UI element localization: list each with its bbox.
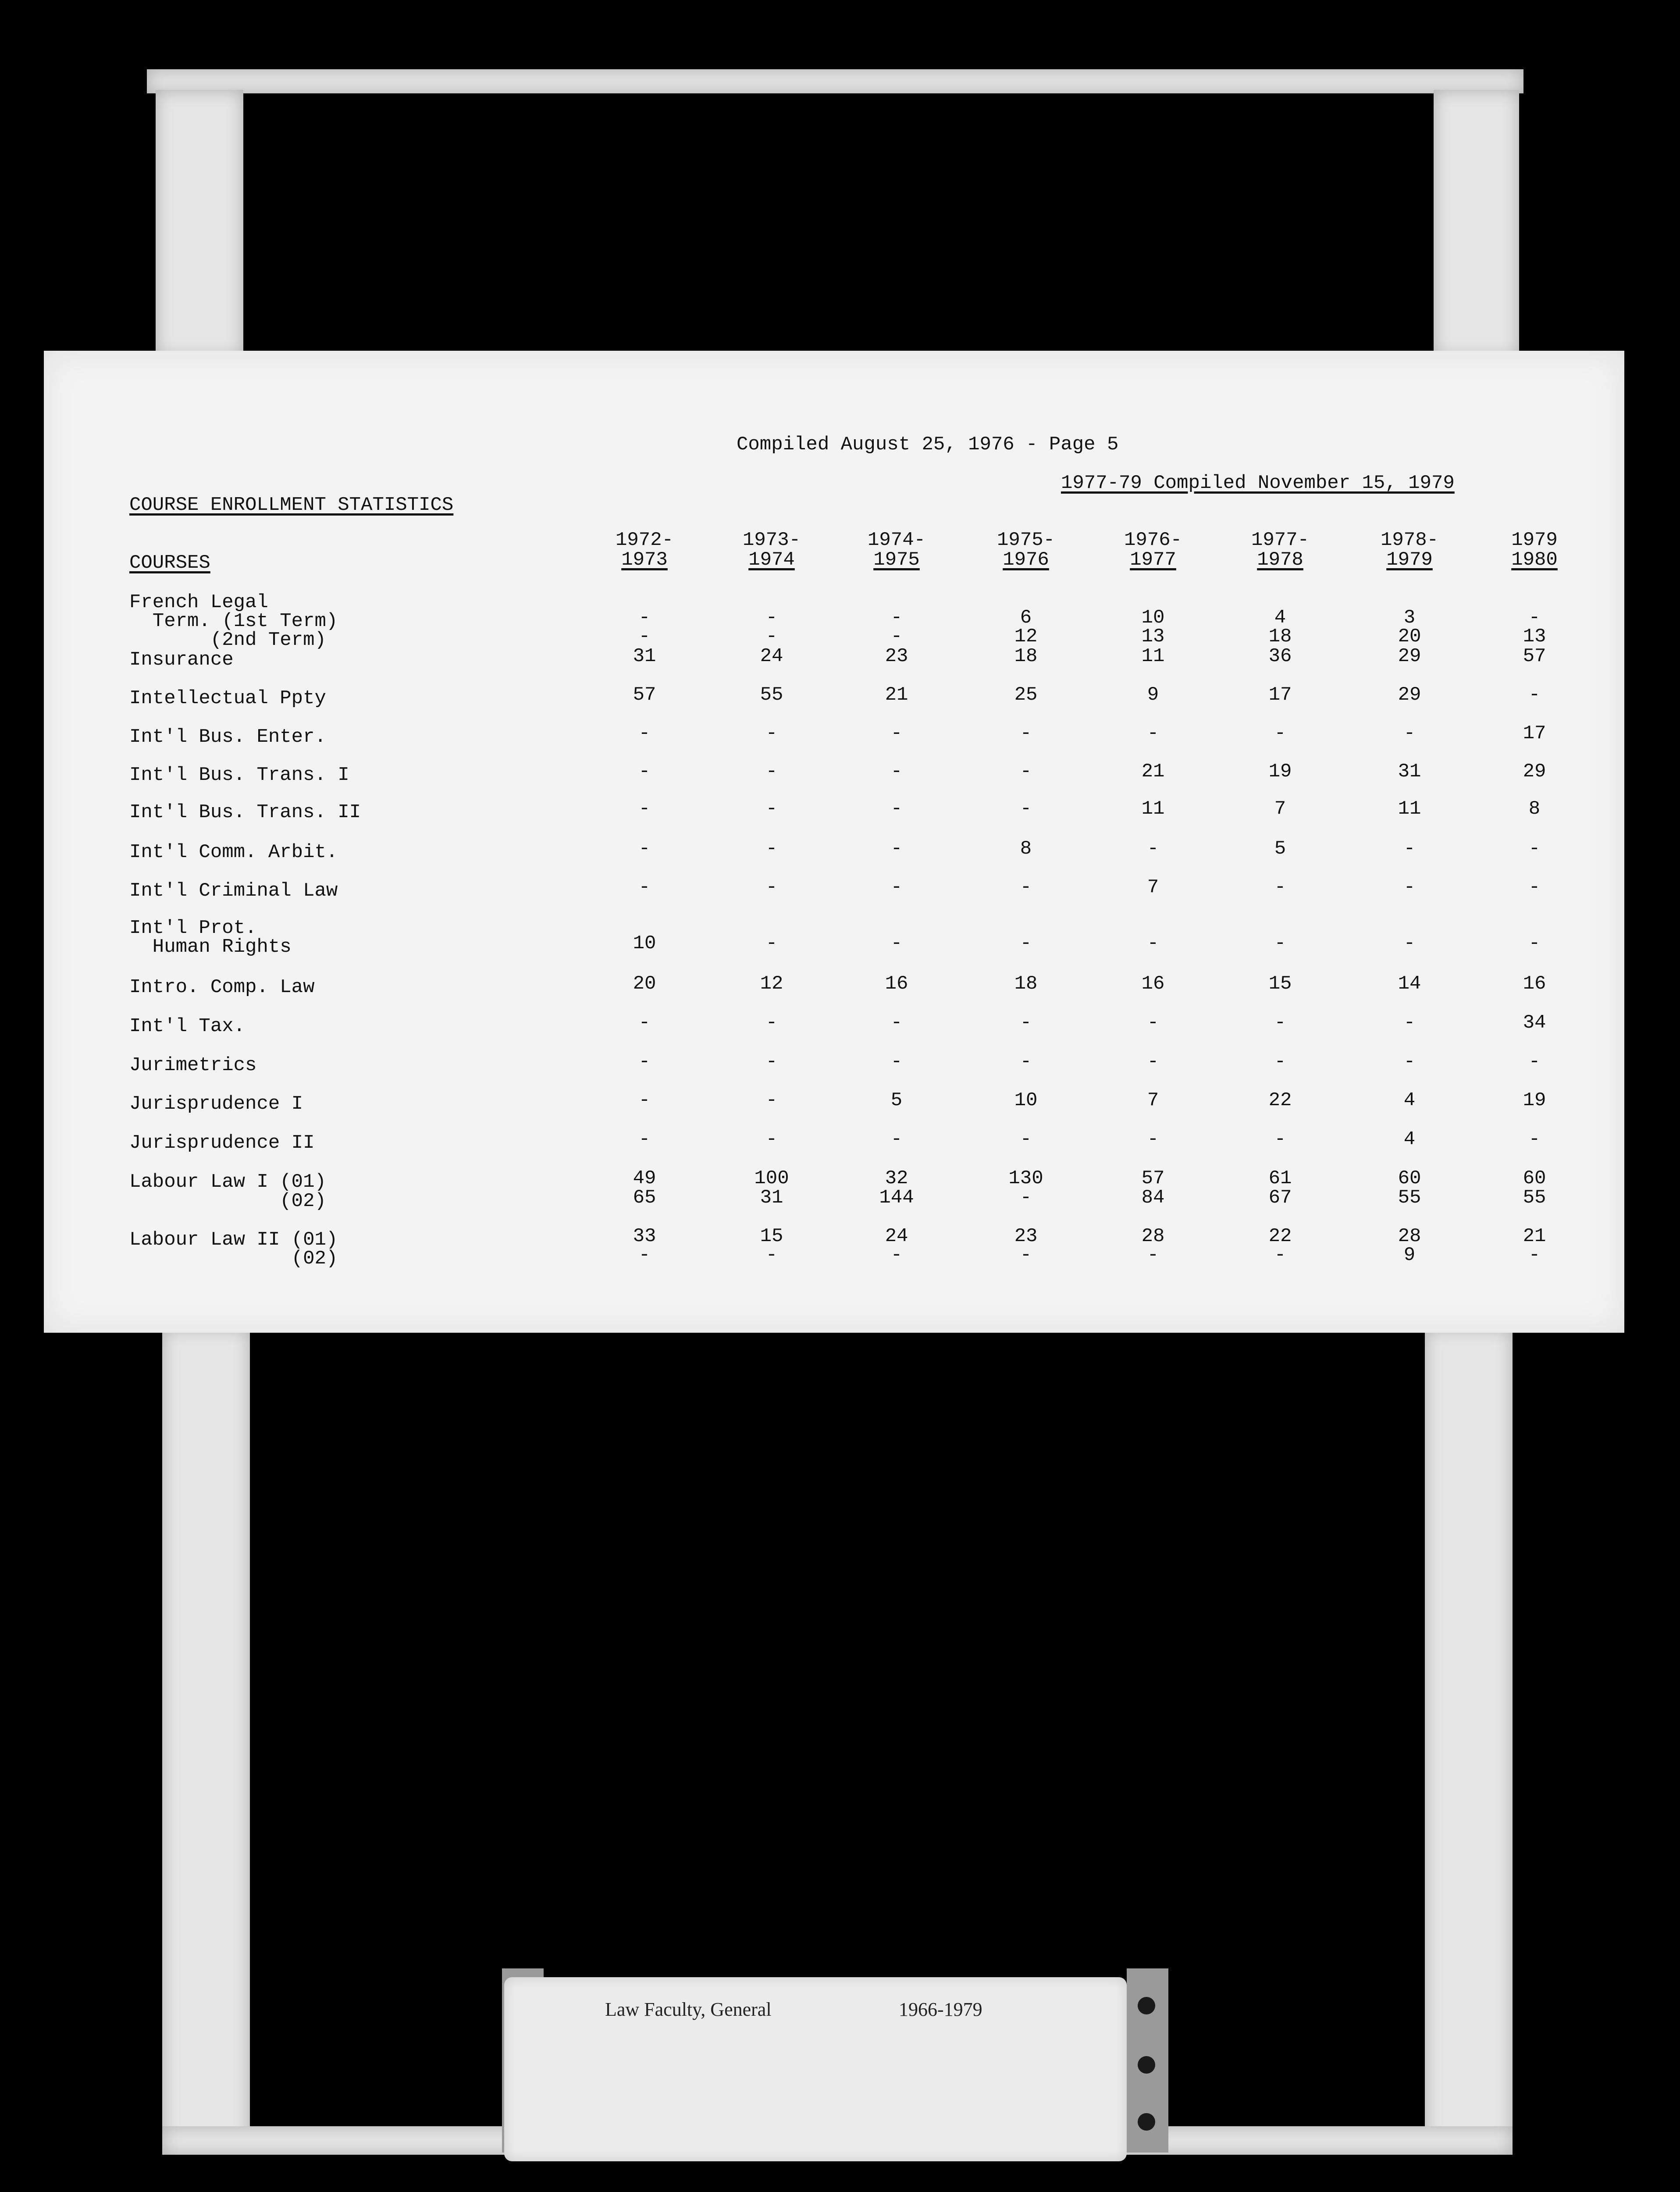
enrollment-cell: - <box>1528 838 1541 860</box>
enrollment-cell: - <box>890 932 903 954</box>
enrollment-cell: 67 <box>1268 1187 1292 1209</box>
binding-hole <box>1138 2113 1155 2131</box>
enrollment-cell: - <box>765 1089 778 1111</box>
enrollment-cell: - <box>765 1244 778 1266</box>
enrollment-cell: - <box>890 1128 903 1150</box>
enrollment-cell: - <box>1020 761 1032 783</box>
enrollment-cell: 23 <box>885 645 908 667</box>
film-frame-left-lower <box>162 1328 250 2153</box>
enrollment-cell: 21 <box>1141 761 1165 783</box>
enrollment-cell: - <box>890 838 903 860</box>
enrollment-cell: - <box>890 722 903 744</box>
enrollment-cell: - <box>765 838 778 860</box>
enrollment-cell: 31 <box>633 645 656 667</box>
update-line: 1977-79 Compiled November 15, 1979 <box>1061 472 1455 494</box>
enrollment-cell: 57 <box>1141 1167 1165 1189</box>
enrollment-cell: - <box>765 876 778 898</box>
enrollment-cell: - <box>890 798 903 820</box>
course-label: Term. (1st Term) <box>129 610 338 632</box>
enrollment-cell: 18 <box>1014 973 1038 995</box>
enrollment-cell: 8 <box>1528 798 1541 820</box>
enrollment-cell: - <box>1403 1051 1416 1073</box>
enrollment-cell: - <box>1147 1051 1159 1073</box>
enrollment-cell: - <box>638 761 651 783</box>
enrollment-cell: - <box>765 626 778 648</box>
archive-label-tag <box>504 1977 1127 2161</box>
enrollment-cell: - <box>1020 1012 1032 1034</box>
enrollment-cell: 15 <box>760 1225 783 1247</box>
enrollment-cell: 9 <box>1403 1244 1416 1266</box>
enrollment-cell: - <box>638 626 651 648</box>
enrollment-cell: 55 <box>1523 1187 1546 1209</box>
enrollment-cell: 29 <box>1398 684 1421 706</box>
enrollment-cell: 60 <box>1523 1167 1546 1189</box>
enrollment-cell: 24 <box>885 1225 908 1247</box>
tag-label: Law Faculty, General <box>605 1999 772 2020</box>
enrollment-cell: 33 <box>633 1225 656 1247</box>
enrollment-cell: 55 <box>1398 1187 1421 1209</box>
course-label: French Legal <box>129 591 268 613</box>
year-header-top: 1977- <box>1251 529 1310 551</box>
year-header-bottom: 1974 <box>748 549 795 571</box>
enrollment-cell: 11 <box>1141 645 1165 667</box>
enrollment-cell: 31 <box>1398 761 1421 783</box>
enrollment-cell: - <box>765 722 778 744</box>
enrollment-cell: - <box>1020 932 1032 954</box>
year-header-top: 1979 <box>1511 529 1558 551</box>
enrollment-cell: - <box>1274 1244 1286 1266</box>
year-header-bottom: 1980 <box>1511 549 1558 571</box>
enrollment-cell: 22 <box>1268 1225 1292 1247</box>
course-label: Human Rights <box>129 936 292 958</box>
enrollment-cell: 12 <box>760 973 783 995</box>
enrollment-cell: 3 <box>1403 607 1416 629</box>
enrollment-cell: 13 <box>1141 626 1165 648</box>
enrollment-cell: 5 <box>1274 838 1286 860</box>
enrollment-cell: - <box>1020 798 1032 820</box>
enrollment-cell: - <box>765 1051 778 1073</box>
enrollment-cell: - <box>890 607 903 629</box>
enrollment-cell: 17 <box>1523 722 1546 744</box>
enrollment-cell: 4 <box>1403 1128 1416 1150</box>
enrollment-cell: - <box>1020 722 1032 744</box>
course-label: Int'l Tax. <box>129 1015 246 1037</box>
enrollment-cell: - <box>1528 1128 1541 1150</box>
enrollment-cell: - <box>638 1244 651 1266</box>
film-frame-top <box>147 69 1523 93</box>
enrollment-cell: 57 <box>633 684 656 706</box>
enrollment-cell: - <box>1020 1244 1032 1266</box>
enrollment-cell: 19 <box>1268 761 1292 783</box>
enrollment-cell: 20 <box>1398 626 1421 648</box>
year-header-bottom: 1977 <box>1130 549 1176 571</box>
enrollment-cell: 16 <box>885 973 908 995</box>
enrollment-cell: 7 <box>1274 798 1286 820</box>
enrollment-cell: - <box>1274 1051 1286 1073</box>
enrollment-cell: 10 <box>633 932 656 954</box>
course-label: Jurisprudence I <box>129 1093 303 1115</box>
year-header-top: 1973- <box>742 529 801 551</box>
enrollment-cell: - <box>1403 876 1416 898</box>
enrollment-cell: 10 <box>1014 1089 1038 1111</box>
enrollment-cell: 31 <box>760 1187 783 1209</box>
enrollment-cell: - <box>638 838 651 860</box>
enrollment-cell: 17 <box>1268 684 1292 706</box>
enrollment-cell: 29 <box>1398 645 1421 667</box>
enrollment-cell: 100 <box>754 1167 789 1189</box>
enrollment-cell: 32 <box>885 1167 908 1189</box>
year-header-top: 1974- <box>867 529 926 551</box>
enrollment-cell: 25 <box>1014 684 1038 706</box>
enrollment-cell: 21 <box>885 684 908 706</box>
enrollment-cell: 57 <box>1523 645 1546 667</box>
enrollment-cell: 4 <box>1274 607 1286 629</box>
enrollment-cell: - <box>1147 1128 1159 1150</box>
course-label: (2nd Term) <box>129 629 326 651</box>
enrollment-cell: 49 <box>633 1167 656 1189</box>
document-sheet <box>44 351 1624 1333</box>
film-frame-right-upper <box>1434 90 1519 357</box>
year-header-top: 1972- <box>615 529 674 551</box>
enrollment-cell: 18 <box>1014 645 1038 667</box>
enrollment-cell: 61 <box>1268 1167 1292 1189</box>
enrollment-cell: 19 <box>1523 1089 1546 1111</box>
enrollment-cell: - <box>1528 684 1541 706</box>
year-header-bottom: 1979 <box>1386 549 1433 571</box>
enrollment-cell: 14 <box>1398 973 1421 995</box>
enrollment-cell: - <box>638 1128 651 1150</box>
enrollment-cell: - <box>1528 607 1541 629</box>
course-label: Insurance <box>129 649 234 671</box>
enrollment-cell: - <box>1528 876 1541 898</box>
enrollment-cell: 13 <box>1523 626 1546 648</box>
enrollment-cell: - <box>1274 932 1286 954</box>
enrollment-cell: 65 <box>633 1187 656 1209</box>
enrollment-cell: - <box>638 722 651 744</box>
enrollment-cell: - <box>765 798 778 820</box>
enrollment-cell: 36 <box>1268 645 1292 667</box>
year-header-top: 1976- <box>1124 529 1182 551</box>
enrollment-cell: - <box>890 761 903 783</box>
enrollment-cell: - <box>1403 838 1416 860</box>
year-header-top: 1975- <box>997 529 1055 551</box>
enrollment-cell: 20 <box>633 973 656 995</box>
course-label: (02) <box>129 1248 338 1270</box>
enrollment-cell: - <box>765 761 778 783</box>
enrollment-cell: - <box>890 876 903 898</box>
enrollment-cell: 6 <box>1020 607 1032 629</box>
enrollment-cell: 16 <box>1141 973 1165 995</box>
enrollment-cell: 21 <box>1523 1225 1546 1247</box>
course-label: Labour Law II (01) <box>129 1229 338 1251</box>
enrollment-cell: - <box>638 876 651 898</box>
enrollment-cell: 55 <box>760 684 783 706</box>
enrollment-cell: 7 <box>1147 1089 1159 1111</box>
enrollment-cell: - <box>890 1051 903 1073</box>
enrollment-cell: 28 <box>1141 1225 1165 1247</box>
film-frame-left-upper <box>156 90 243 357</box>
enrollment-cell: - <box>1274 1012 1286 1034</box>
enrollment-cell: - <box>1274 876 1286 898</box>
enrollment-cell: 10 <box>1141 607 1165 629</box>
course-label: Int'l Criminal Law <box>129 880 338 902</box>
enrollment-cell: 15 <box>1268 973 1292 995</box>
enrollment-cell: - <box>1020 1128 1032 1150</box>
enrollment-cell: - <box>1020 876 1032 898</box>
year-header-top: 1978- <box>1380 529 1439 551</box>
binding-hole <box>1138 1997 1155 2014</box>
enrollment-cell: - <box>1403 932 1416 954</box>
year-header-bottom: 1976 <box>1003 549 1049 571</box>
enrollment-cell: - <box>1147 838 1159 860</box>
enrollment-cell: 23 <box>1014 1225 1038 1247</box>
enrollment-cell: - <box>765 1128 778 1150</box>
enrollment-cell: - <box>638 607 651 629</box>
enrollment-cell: - <box>1528 932 1541 954</box>
enrollment-cell: - <box>1274 1128 1286 1150</box>
enrollment-cell: - <box>1147 932 1159 954</box>
enrollment-cell: - <box>638 1089 651 1111</box>
enrollment-cell: - <box>1528 1244 1541 1266</box>
course-label: (02) <box>129 1190 326 1212</box>
enrollment-cell: 7 <box>1147 876 1159 898</box>
enrollment-cell: - <box>638 1012 651 1034</box>
enrollment-cell: - <box>638 1051 651 1073</box>
enrollment-cell: 12 <box>1014 626 1038 648</box>
enrollment-cell: - <box>1147 1244 1159 1266</box>
enrollment-cell: - <box>890 1244 903 1266</box>
enrollment-cell: 5 <box>890 1089 903 1111</box>
enrollment-cell: 18 <box>1268 626 1292 648</box>
enrollment-cell: - <box>1403 1012 1416 1034</box>
document-title: COURSE ENROLLMENT STATISTICS <box>129 494 454 516</box>
enrollment-cell: 24 <box>760 645 783 667</box>
enrollment-cell: 11 <box>1398 798 1421 820</box>
enrollment-cell: 34 <box>1523 1012 1546 1034</box>
course-label: Int'l Bus. Trans. II <box>129 801 361 823</box>
enrollment-cell: 4 <box>1403 1089 1416 1111</box>
year-header-bottom: 1975 <box>873 549 920 571</box>
enrollment-cell: 11 <box>1141 798 1165 820</box>
enrollment-cell: - <box>765 607 778 629</box>
enrollment-cell: 28 <box>1398 1225 1421 1247</box>
enrollment-cell: - <box>890 1012 903 1034</box>
enrollment-cell: 144 <box>879 1187 914 1209</box>
courses-header: COURSES <box>129 552 210 574</box>
course-label: Jurimetrics <box>129 1054 257 1076</box>
enrollment-cell: 8 <box>1020 838 1032 860</box>
enrollment-cell: - <box>1528 1051 1541 1073</box>
enrollment-cell: 29 <box>1523 761 1546 783</box>
enrollment-cell: 16 <box>1523 973 1546 995</box>
year-header-bottom: 1978 <box>1257 549 1303 571</box>
year-header-bottom: 1973 <box>621 549 668 571</box>
binding-hole <box>1138 2056 1155 2074</box>
enrollment-cell: - <box>765 932 778 954</box>
course-label: Int'l Bus. Trans. I <box>129 764 349 786</box>
enrollment-cell: 22 <box>1268 1089 1292 1111</box>
course-label: Intellectual Ppty <box>129 687 326 709</box>
enrollment-cell: 130 <box>1008 1167 1043 1189</box>
course-label: Int'l Comm. Arbit. <box>129 841 338 863</box>
enrollment-cell: - <box>1403 722 1416 744</box>
course-label: Intro. Comp. Law <box>129 976 315 998</box>
enrollment-cell: 9 <box>1147 684 1159 706</box>
enrollment-cell: - <box>638 798 651 820</box>
enrollment-cell: - <box>1274 722 1286 744</box>
enrollment-cell: 60 <box>1398 1167 1421 1189</box>
film-frame-right-lower <box>1425 1328 1513 2153</box>
enrollment-cell: - <box>890 626 903 648</box>
course-label: Int'l Prot. <box>129 917 257 939</box>
enrollment-cell: - <box>1147 722 1159 744</box>
tag-dates: 1966-1979 <box>899 1999 982 2020</box>
course-label: Int'l Bus. Enter. <box>129 726 326 748</box>
enrollment-cell: - <box>765 1012 778 1034</box>
compiled-line: Compiled August 25, 1976 - Page 5 <box>737 434 1119 455</box>
course-label: Labour Law I (01) <box>129 1171 326 1193</box>
enrollment-cell: - <box>1020 1187 1032 1209</box>
enrollment-cell: - <box>1020 1051 1032 1073</box>
enrollment-cell: 84 <box>1141 1187 1165 1209</box>
course-label: Jurisprudence II <box>129 1132 315 1154</box>
enrollment-cell: - <box>1147 1012 1159 1034</box>
